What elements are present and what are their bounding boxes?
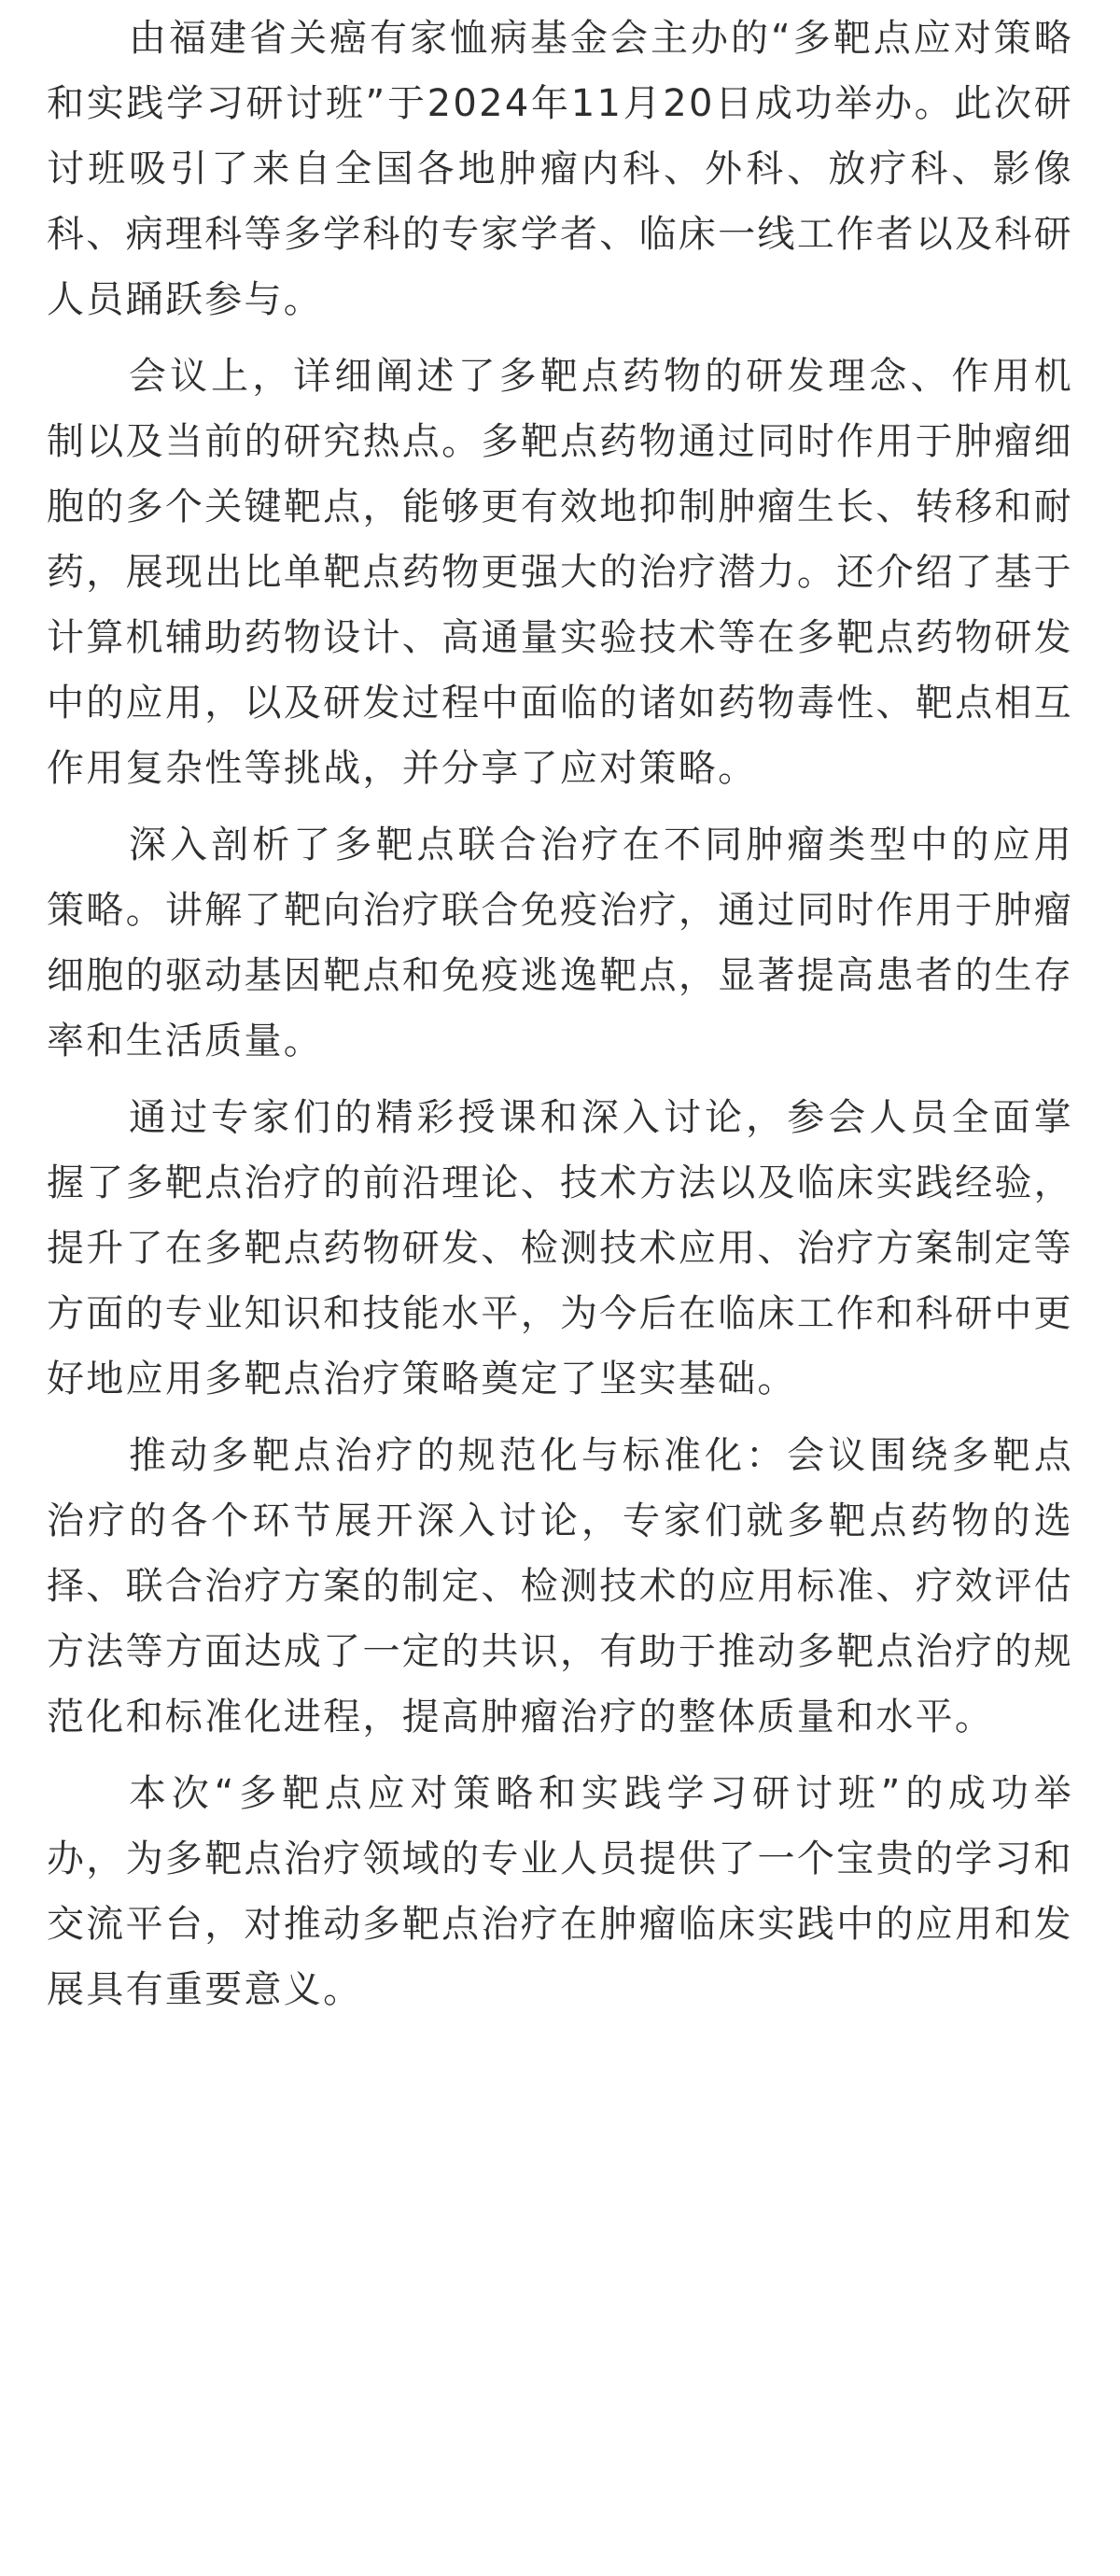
paragraph-drug-development: 会议上，详细阐述了多靶点药物的研发理念、作用机制以及当前的研究热点。多靶点药物通过同时作用于肿瘤细胞的多个关键靶点，能够更有效地抑制肿瘤生长、转移和耐药，展现出比单靶点药物更强大的治疗潜力。还介绍了基于计算机辅助药物设计、高通量实验技术等在多靶点药物研发中的应用，以及研发过程中面临的诸如药物毒性、靶点相互作用复杂性等挑战，并分享了应对策略。: [47, 355, 1073, 790]
article-body: [47, 6, 1073, 2022]
paragraph-outcomes: 通过专家们的精彩授课和深入讨论，参会人员全面掌握了多靶点治疗的前沿理论、技术方法以及临床实践经验，提升了在多靶点药物研发、检测技术应用、治疗方案制定等方面的专业知识和技能水平，为今后在临床工作和科研中更好地应用多靶点治疗策略奠定了坚实基础。: [47, 1096, 1073, 1401]
paragraph-conclusion: 本次“多靶点应对策略和实践学习研讨班”的成功举办，为多靶点治疗领域的专业人员提供了一个宝贵的学习和交流平台，对推动多靶点治疗在肿瘤临床实践中的应用和发展具有重要意义。: [47, 1772, 1073, 2011]
paragraph-combination-therapy: 深入剖析了多靶点联合治疗在不同肿瘤类型中的应用策略。讲解了靶向治疗联合免疫治疗，通过同时作用于肿瘤细胞的驱动基因靶点和免疫逃逸靶点，显著提高患者的生存率和生活质量。: [47, 823, 1073, 1063]
paragraph-intro: 由福建省关癌有家恤病基金会主办的“多靶点应对策略和实践学习研讨班”于2024年11月20日成功举办。此次研讨班吸引了来自全国各地肿瘤内科、外科、放疗科、影像科、病理科等多学科的专家学者、临床一线工作者以及科研人员踊跃参与。: [47, 17, 1073, 321]
paragraph-standardization: 推动多靶点治疗的规范化与标准化：会议围绕多靶点治疗的各个环节展开深入讨论，专家们就多靶点药物的选择、联合治疗方案的制定、检测技术的应用标准、疗效评估方法等方面达成了一定的共识，有助于推动多靶点治疗的规范化和标准化进程，提高肿瘤治疗的整体质量和水平。: [47, 1434, 1073, 1738]
